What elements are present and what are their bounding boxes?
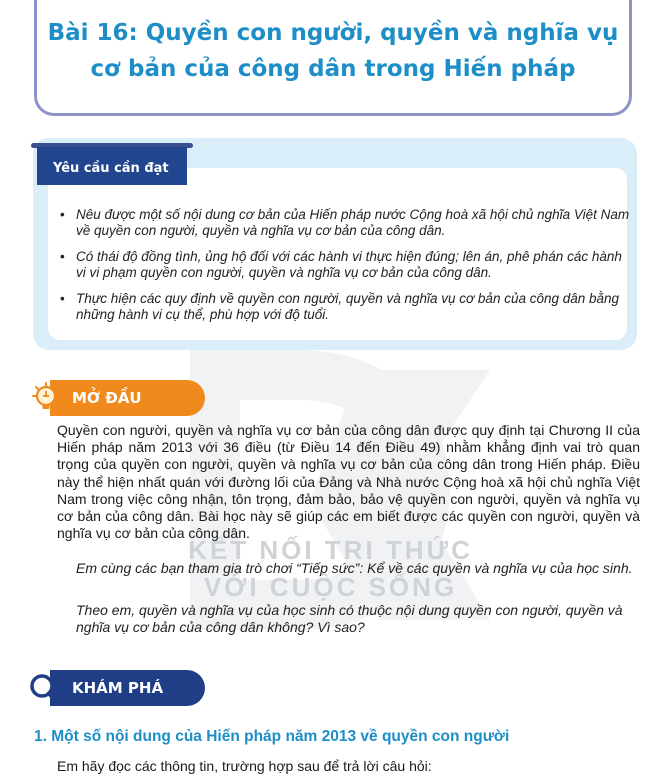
watermark-text-1: KẾT NỐI TRI THỨC [188,535,473,565]
requirements-list [60,207,630,333]
intro-section-label: MỞ ĐẦU [50,380,205,416]
requirement-item: • Nêu được một số nội dung cơ bản của Hiến pháp nước Cộng hoà xã hội chủ nghĩa Việt Nam về quyền con người, quyền và nghĩa vụ cơ bản của công dân. [60,207,630,239]
lesson-title [37,15,629,87]
explore-section-label: KHÁM PHÁ [50,670,205,706]
lightbulb-icon [30,382,62,414]
lesson-title-line-1: Bài 16: Quyền con người, quyền và nghĩa vụ [47,20,619,46]
requirement-item: • Có thái độ đồng tình, ủng hộ đối với các hành vi thực hiện đúng; lên án, phê phán các hành vi vi phạm quyền con người, quyền và nghĩa vụ cơ bản của công dân. [60,249,630,281]
intro-prompt-1: Em cùng các bạn tham gia trò chơi “Tiếp sức”: Kể về các quyền và nghĩa vụ của học sinh. [76,560,633,576]
requirements-banner: Yêu cầu cần đạt [37,147,187,185]
section-heading-1: 1. Một số nội dung của Hiến pháp năm 2013 về quyền con người [34,728,510,745]
requirement-item: • Thực hiện các quy định về quyền con người, quyền và nghĩa vụ cơ bản của công dân bằng những hành vi cụ thể, phù hợp với độ tuổi. [60,291,630,323]
intro-prompt-2: Theo em, quyền và nghĩa vụ của học sinh có thuộc nội dung quyền con người, quyền và nghĩa vụ cơ bản của công dân không? Vì sao? [76,602,623,635]
lesson-title-line-2: cơ bản của công dân trong Hiến pháp [90,56,576,82]
explore-instruction: Em hãy đọc các thông tin, trường hợp sau để trả lời câu hỏi: [57,758,432,774]
lesson-title-card [34,0,632,116]
intro-paragraph: Quyền con người, quyền và nghĩa vụ cơ bản của công dân được quy định tại Chương II của Hiến pháp năm 2013 với 36 điều (từ Điều 14 đến Điều 49) nhằm khẳng định vai trò quan trọng của quyền con người, quyền và nghĩa vụ cơ bản của công dân trong Hiến pháp. Điều này thể hiện nhất quán với đường lối của Đảng và Nhà nước Cộng hoà xã hội chủ nghĩa Việt Nam trong việc công nhận, tôn trọng, đảm bảo, bảo vệ quyền con người, quyền và nghĩa vụ cơ bản của công dân. Bài học này sẽ giúp các em biết được các quyền con người, quyền và nghĩa vụ cơ bản của công dân. [57,422,640,542]
watermark-text-2: VỚI CUỘC SỐNG [203,572,458,602]
magnifier-icon [28,672,62,706]
